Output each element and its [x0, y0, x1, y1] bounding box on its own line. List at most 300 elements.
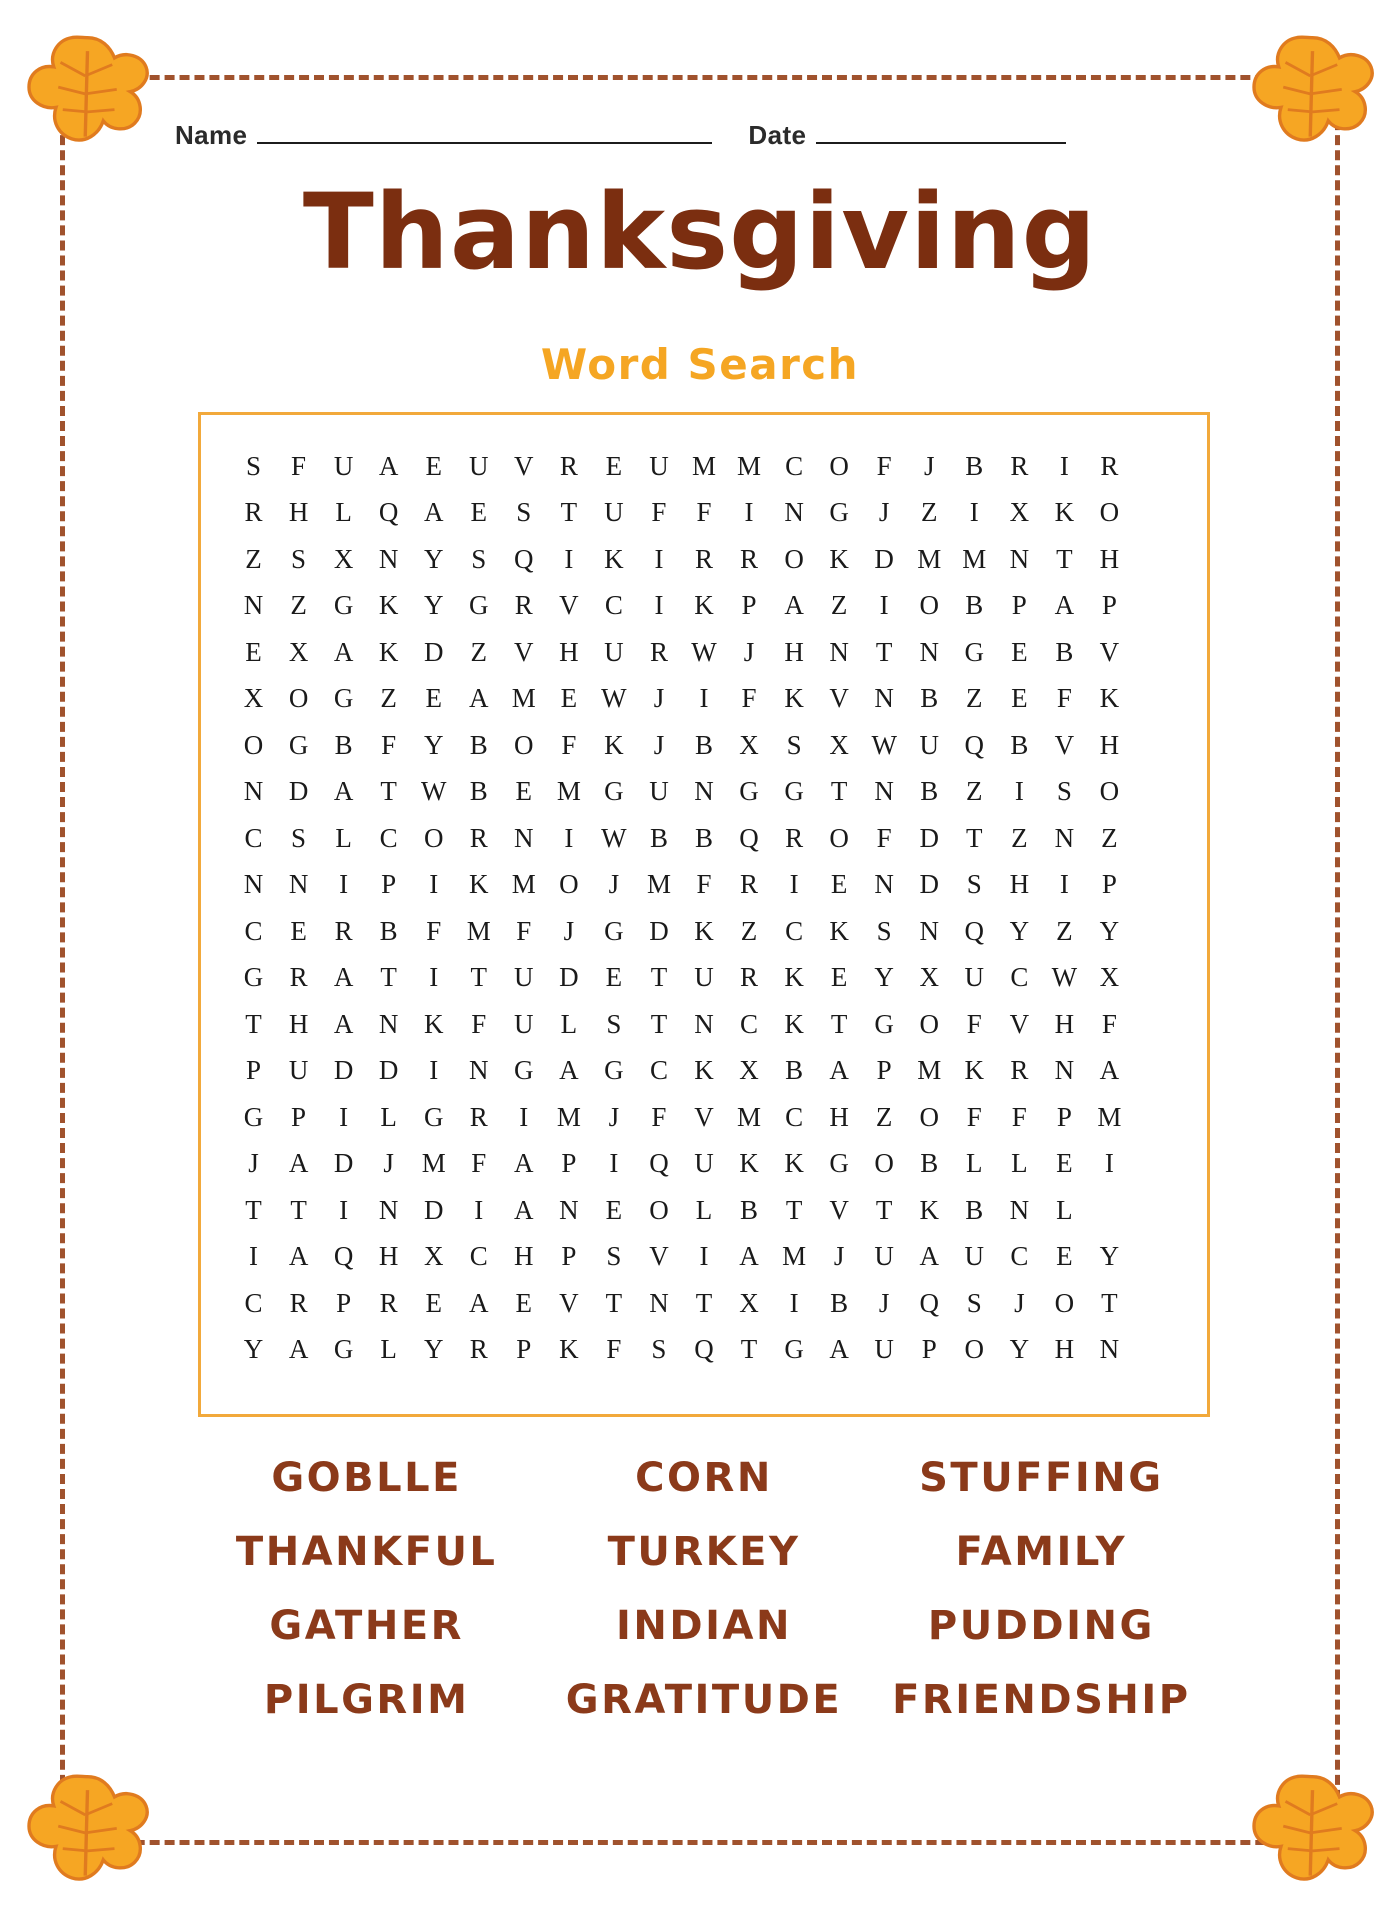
grid-letter[interactable]: F — [516, 915, 532, 946]
grid-letter[interactable]: H — [1054, 1334, 1075, 1365]
grid-letter[interactable]: R — [649, 636, 668, 667]
grid-letter[interactable]: O — [649, 1194, 669, 1225]
grid-letter[interactable]: O — [964, 1334, 985, 1365]
grid-letter[interactable]: V — [829, 1194, 849, 1225]
grid-letter[interactable]: T — [830, 776, 848, 807]
grid-letter[interactable]: X — [423, 1241, 444, 1272]
grid-letter[interactable]: Z — [1101, 822, 1118, 853]
grid-letter[interactable]: I — [474, 1194, 484, 1225]
grid-letter[interactable]: A — [288, 1334, 309, 1365]
grid-letter[interactable]: K — [784, 962, 804, 993]
grid-letter[interactable]: U — [874, 1334, 894, 1365]
grid-letter[interactable]: X — [1099, 962, 1120, 993]
grid-letter[interactable]: M — [421, 1148, 446, 1179]
grid-letter[interactable]: E — [290, 915, 307, 946]
grid-letter[interactable]: R — [694, 543, 713, 574]
grid-letter[interactable]: M — [646, 869, 671, 900]
grid-letter[interactable]: S — [246, 450, 262, 481]
grid-letter[interactable]: N — [1099, 1334, 1120, 1365]
grid-letter[interactable]: L — [560, 1008, 578, 1039]
grid-letter[interactable]: S — [966, 1287, 982, 1318]
grid-letter[interactable]: E — [1011, 683, 1028, 714]
grid-letter[interactable]: E — [470, 497, 487, 528]
grid-letter[interactable]: C — [785, 915, 804, 946]
grid-letter[interactable]: F — [1101, 1008, 1117, 1039]
grid-letter[interactable]: V — [514, 450, 534, 481]
grid-letter[interactable]: N — [378, 543, 399, 574]
grid-letter[interactable]: R — [1010, 1055, 1029, 1086]
grid-letter[interactable]: F — [966, 1101, 982, 1132]
grid-letter[interactable]: A — [288, 1241, 309, 1272]
grid-letter[interactable]: T — [966, 822, 983, 853]
grid-letter[interactable]: V — [1099, 636, 1120, 667]
grid-letter[interactable]: L — [380, 1334, 397, 1365]
grid-letter[interactable]: V — [1009, 1008, 1030, 1039]
grid-letter[interactable]: E — [605, 450, 623, 481]
grid-letter[interactable]: V — [514, 636, 534, 667]
grid-letter[interactable]: P — [1101, 590, 1117, 621]
grid-letter[interactable]: C — [379, 822, 398, 853]
date-input-line[interactable] — [816, 141, 1066, 144]
grid-letter[interactable]: S — [786, 729, 802, 760]
grid-letter[interactable]: J — [608, 869, 620, 900]
grid-letter[interactable]: T — [605, 1287, 623, 1318]
grid-letter[interactable]: I — [1059, 450, 1069, 481]
grid-letter[interactable]: O — [1054, 1287, 1075, 1318]
grid-letter[interactable]: N — [649, 1287, 669, 1318]
grid-letter[interactable]: E — [515, 1287, 533, 1318]
grid-letter[interactable]: U — [649, 450, 669, 481]
grid-letter[interactable]: F — [381, 729, 397, 760]
grid-letter[interactable]: N — [919, 636, 939, 667]
grid-letter[interactable]: Y — [1099, 915, 1120, 946]
grid-letter[interactable]: T — [740, 1334, 758, 1365]
grid-letter[interactable]: M — [737, 1101, 762, 1132]
grid-letter[interactable]: F — [606, 1334, 622, 1365]
grid-letter[interactable]: Q — [333, 1241, 354, 1272]
grid-letter[interactable]: S — [651, 1334, 667, 1365]
grid-letter[interactable]: A — [333, 776, 354, 807]
grid-letter[interactable]: U — [694, 962, 714, 993]
grid-letter[interactable]: S — [471, 543, 487, 574]
grid-letter[interactable]: U — [874, 1241, 894, 1272]
grid-letter[interactable]: J — [383, 1148, 394, 1179]
grid-letter[interactable]: Y — [1009, 1334, 1030, 1365]
name-input-line[interactable] — [257, 141, 712, 144]
grid-letter[interactable]: I — [519, 1101, 529, 1132]
grid-letter[interactable]: M — [737, 450, 762, 481]
grid-letter[interactable]: T — [1056, 543, 1073, 574]
grid-letter[interactable]: N — [1054, 822, 1075, 853]
grid-letter[interactable]: S — [966, 869, 982, 900]
grid-letter[interactable]: M — [962, 543, 987, 574]
grid-letter[interactable]: O — [919, 1008, 939, 1039]
grid-letter[interactable]: B — [965, 450, 984, 481]
grid-letter[interactable]: W — [1051, 962, 1078, 993]
grid-letter[interactable]: K — [829, 915, 849, 946]
grid-letter[interactable]: H — [559, 636, 579, 667]
grid-letter[interactable]: P — [921, 1334, 937, 1365]
grid-letter[interactable]: A — [288, 1148, 309, 1179]
grid-letter[interactable]: A — [333, 962, 354, 993]
grid-letter[interactable]: Z — [966, 776, 983, 807]
grid-letter[interactable]: P — [246, 1055, 262, 1086]
grid-letter[interactable]: T — [695, 1287, 713, 1318]
grid-letter[interactable]: U — [333, 450, 354, 481]
grid-letter[interactable]: J — [878, 1287, 890, 1318]
grid-letter[interactable]: Z — [1056, 915, 1073, 946]
grid-letter[interactable]: I — [1059, 869, 1069, 900]
grid-letter[interactable]: G — [964, 636, 985, 667]
grid-letter[interactable]: C — [1010, 1241, 1029, 1272]
grid-letter[interactable]: E — [1056, 1148, 1073, 1179]
grid-letter[interactable]: K — [694, 1055, 714, 1086]
grid-letter[interactable]: L — [380, 1101, 397, 1132]
grid-letter[interactable]: G — [784, 1334, 804, 1365]
grid-letter[interactable]: R — [740, 962, 759, 993]
grid-letter[interactable]: C — [604, 590, 623, 621]
grid-letter[interactable]: A — [559, 1055, 579, 1086]
grid-letter[interactable]: E — [425, 1287, 442, 1318]
grid-letter[interactable]: M — [556, 776, 581, 807]
grid-letter[interactable]: J — [248, 1148, 259, 1179]
grid-letter[interactable]: R — [785, 822, 804, 853]
letter-grid[interactable] — [231, 443, 1177, 1373]
grid-letter[interactable]: Z — [740, 915, 758, 946]
grid-letter[interactable]: X — [919, 962, 939, 993]
grid-letter[interactable]: G — [423, 1101, 444, 1132]
grid-letter[interactable]: L — [966, 1148, 983, 1179]
grid-letter[interactable]: K — [604, 729, 624, 760]
grid-letter[interactable]: G — [333, 590, 354, 621]
grid-letter[interactable]: P — [561, 1241, 577, 1272]
grid-letter[interactable]: K — [919, 1194, 939, 1225]
grid-letter[interactable]: L — [1056, 1194, 1073, 1225]
grid-letter[interactable]: H — [1009, 869, 1030, 900]
grid-letter[interactable]: C — [785, 1101, 804, 1132]
grid-letter[interactable]: B — [469, 776, 488, 807]
grid-letter[interactable]: R — [334, 915, 353, 946]
grid-letter[interactable]: G — [604, 776, 624, 807]
grid-letter[interactable]: I — [699, 683, 709, 714]
grid-letter[interactable]: S — [291, 822, 307, 853]
grid-letter[interactable]: P — [876, 1055, 892, 1086]
grid-letter[interactable]: Z — [966, 683, 983, 714]
grid-letter[interactable]: Z — [290, 590, 307, 621]
grid-letter[interactable]: M — [556, 1101, 581, 1132]
grid-letter[interactable]: Z — [1011, 822, 1028, 853]
grid-letter[interactable]: Y — [243, 1334, 264, 1365]
grid-letter[interactable]: R — [469, 822, 488, 853]
grid-letter[interactable]: I — [789, 869, 799, 900]
grid-letter[interactable]: Q — [739, 822, 759, 853]
grid-letter[interactable]: A — [333, 636, 354, 667]
grid-letter[interactable]: S — [291, 543, 307, 574]
grid-letter[interactable]: F — [471, 1008, 487, 1039]
grid-letter[interactable]: Y — [423, 729, 444, 760]
grid-letter[interactable]: X — [1009, 497, 1030, 528]
grid-letter[interactable]: V — [694, 1101, 714, 1132]
grid-letter[interactable]: V — [1054, 729, 1075, 760]
grid-letter[interactable]: F — [291, 450, 307, 481]
grid-letter[interactable]: N — [1009, 1194, 1030, 1225]
grid-letter[interactable]: Q — [514, 543, 534, 574]
grid-letter[interactable]: D — [559, 962, 579, 993]
grid-letter[interactable]: I — [969, 497, 979, 528]
grid-letter[interactable]: G — [243, 962, 264, 993]
grid-letter[interactable]: N — [919, 915, 939, 946]
grid-letter[interactable]: D — [288, 776, 309, 807]
grid-letter[interactable]: E — [830, 869, 848, 900]
grid-letter[interactable]: O — [559, 869, 579, 900]
grid-letter[interactable]: G — [604, 1055, 624, 1086]
grid-letter[interactable]: V — [559, 590, 579, 621]
grid-letter[interactable]: A — [469, 1287, 489, 1318]
grid-letter[interactable]: A — [919, 1241, 939, 1272]
grid-letter[interactable]: C — [244, 915, 263, 946]
grid-letter[interactable]: P — [1011, 590, 1027, 621]
grid-letter[interactable]: F — [1011, 1101, 1027, 1132]
grid-letter[interactable]: P — [291, 1101, 307, 1132]
grid-letter[interactable]: R — [379, 1287, 398, 1318]
grid-letter[interactable]: C — [244, 822, 263, 853]
grid-letter[interactable]: N — [243, 590, 264, 621]
grid-letter[interactable]: I — [654, 543, 664, 574]
grid-letter[interactable]: X — [739, 729, 759, 760]
grid-letter[interactable]: A — [423, 497, 444, 528]
grid-letter[interactable]: Q — [964, 729, 985, 760]
grid-letter[interactable]: B — [920, 776, 939, 807]
grid-letter[interactable]: B — [1055, 636, 1074, 667]
grid-letter[interactable]: N — [874, 683, 894, 714]
grid-letter[interactable]: T — [1101, 1287, 1118, 1318]
grid-letter[interactable]: M — [691, 450, 716, 481]
grid-letter[interactable]: A — [829, 1334, 849, 1365]
grid-letter[interactable]: M — [466, 915, 491, 946]
grid-letter[interactable]: T — [245, 1008, 262, 1039]
grid-letter[interactable]: J — [743, 636, 755, 667]
grid-letter[interactable]: R — [289, 962, 308, 993]
grid-letter[interactable]: F — [876, 450, 892, 481]
grid-letter[interactable]: M — [782, 1241, 807, 1272]
grid-letter[interactable]: I — [879, 590, 889, 621]
grid-letter[interactable]: D — [649, 915, 669, 946]
grid-letter[interactable]: F — [876, 822, 892, 853]
grid-letter[interactable]: T — [290, 1194, 307, 1225]
grid-letter[interactable]: R — [469, 1101, 488, 1132]
grid-letter[interactable]: N — [829, 636, 849, 667]
grid-letter[interactable]: F — [696, 497, 712, 528]
grid-letter[interactable]: G — [514, 1055, 534, 1086]
grid-letter[interactable]: W — [420, 776, 447, 807]
grid-letter[interactable]: N — [694, 1008, 714, 1039]
grid-letter[interactable]: B — [694, 729, 713, 760]
grid-letter[interactable]: K — [469, 869, 489, 900]
grid-letter[interactable]: X — [333, 543, 354, 574]
grid-letter[interactable]: O — [919, 1101, 939, 1132]
grid-letter[interactable]: N — [514, 822, 534, 853]
grid-letter[interactable]: V — [649, 1241, 669, 1272]
grid-letter[interactable]: Q — [964, 915, 985, 946]
grid-letter[interactable]: I — [1104, 1148, 1114, 1179]
grid-letter[interactable]: N — [874, 869, 894, 900]
grid-letter[interactable]: F — [561, 729, 577, 760]
grid-letter[interactable]: I — [249, 1241, 259, 1272]
grid-letter[interactable]: N — [694, 776, 714, 807]
grid-letter[interactable]: A — [469, 683, 489, 714]
grid-letter[interactable]: A — [514, 1148, 534, 1179]
grid-letter[interactable]: J — [878, 497, 890, 528]
grid-letter[interactable]: B — [649, 822, 668, 853]
grid-letter[interactable]: K — [604, 543, 624, 574]
grid-letter[interactable]: R — [289, 1287, 308, 1318]
grid-letter[interactable]: N — [243, 869, 264, 900]
grid-letter[interactable]: U — [514, 1008, 534, 1039]
grid-letter[interactable]: G — [739, 776, 759, 807]
grid-letter[interactable]: J — [608, 1101, 620, 1132]
grid-letter[interactable]: M — [1097, 1101, 1122, 1132]
grid-letter[interactable]: G — [829, 1148, 849, 1179]
grid-letter[interactable]: B — [965, 590, 984, 621]
grid-letter[interactable]: I — [339, 1101, 349, 1132]
grid-letter[interactable]: D — [378, 1055, 399, 1086]
grid-letter[interactable]: B — [785, 1055, 804, 1086]
grid-letter[interactable]: B — [920, 1148, 939, 1179]
grid-letter[interactable]: R — [559, 450, 578, 481]
grid-letter[interactable]: J — [653, 683, 665, 714]
grid-letter[interactable]: D — [919, 869, 939, 900]
grid-letter[interactable]: O — [1099, 497, 1120, 528]
grid-letter[interactable]: U — [649, 776, 669, 807]
grid-letter[interactable]: X — [739, 1287, 759, 1318]
grid-letter[interactable]: K — [378, 590, 399, 621]
grid-letter[interactable]: D — [423, 636, 444, 667]
grid-letter[interactable]: X — [739, 1055, 759, 1086]
grid-letter[interactable]: G — [243, 1101, 264, 1132]
grid-letter[interactable]: H — [1099, 543, 1120, 574]
grid-letter[interactable]: D — [874, 543, 894, 574]
grid-letter[interactable]: G — [469, 590, 489, 621]
grid-letter[interactable]: U — [288, 1055, 309, 1086]
grid-letter[interactable]: I — [429, 962, 439, 993]
grid-letter[interactable]: G — [604, 915, 624, 946]
grid-letter[interactable]: N — [559, 1194, 579, 1225]
grid-letter[interactable]: E — [245, 636, 262, 667]
grid-letter[interactable]: B — [379, 915, 398, 946]
grid-letter[interactable]: C — [1010, 962, 1029, 993]
grid-letter[interactable]: Z — [920, 497, 938, 528]
grid-letter[interactable]: K — [423, 1008, 444, 1039]
grid-letter[interactable]: P — [381, 869, 397, 900]
grid-letter[interactable]: I — [744, 497, 754, 528]
grid-letter[interactable]: T — [245, 1194, 262, 1225]
grid-letter[interactable]: J — [923, 450, 935, 481]
grid-letter[interactable]: K — [378, 636, 399, 667]
grid-letter[interactable]: M — [511, 869, 536, 900]
grid-letter[interactable]: D — [919, 822, 939, 853]
grid-letter[interactable]: Q — [919, 1287, 939, 1318]
grid-letter[interactable]: J — [1014, 1287, 1025, 1318]
grid-letter[interactable]: G — [333, 683, 354, 714]
grid-letter[interactable]: P — [561, 1148, 577, 1179]
grid-letter[interactable]: G — [874, 1008, 894, 1039]
grid-letter[interactable]: K — [1054, 497, 1075, 528]
grid-letter[interactable]: F — [471, 1148, 487, 1179]
grid-letter[interactable]: K — [694, 590, 714, 621]
grid-letter[interactable]: T — [875, 636, 893, 667]
grid-letter[interactable]: K — [784, 683, 804, 714]
grid-letter[interactable]: U — [604, 636, 624, 667]
grid-letter[interactable]: A — [829, 1055, 849, 1086]
grid-letter[interactable]: D — [423, 1194, 444, 1225]
grid-letter[interactable]: I — [564, 822, 574, 853]
grid-letter[interactable]: N — [784, 497, 804, 528]
grid-letter[interactable]: T — [380, 776, 397, 807]
grid-letter[interactable]: K — [829, 543, 849, 574]
grid-letter[interactable]: K — [964, 1055, 985, 1086]
grid-letter[interactable]: T — [470, 962, 487, 993]
grid-letter[interactable]: F — [651, 1101, 667, 1132]
grid-letter[interactable]: Y — [423, 1334, 444, 1365]
grid-letter[interactable]: J — [653, 729, 665, 760]
grid-letter[interactable]: A — [333, 1008, 354, 1039]
grid-letter[interactable]: K — [559, 1334, 579, 1365]
grid-letter[interactable]: E — [1011, 636, 1028, 667]
grid-letter[interactable]: L — [335, 822, 352, 853]
grid-letter[interactable]: I — [699, 1241, 709, 1272]
grid-letter[interactable]: H — [829, 1101, 849, 1132]
grid-letter[interactable]: X — [829, 729, 849, 760]
grid-letter[interactable]: N — [1009, 543, 1030, 574]
grid-letter[interactable]: O — [829, 450, 849, 481]
grid-letter[interactable]: C — [785, 450, 804, 481]
grid-letter[interactable]: U — [694, 1148, 714, 1179]
grid-letter[interactable]: A — [1054, 590, 1075, 621]
grid-letter[interactable]: S — [516, 497, 532, 528]
grid-letter[interactable]: E — [1056, 1241, 1073, 1272]
grid-letter[interactable]: H — [784, 636, 804, 667]
grid-letter[interactable]: G — [829, 497, 849, 528]
grid-letter[interactable]: N — [378, 1194, 399, 1225]
grid-letter[interactable]: I — [609, 1148, 619, 1179]
grid-letter[interactable]: E — [605, 962, 623, 993]
grid-letter[interactable]: L — [695, 1194, 713, 1225]
grid-letter[interactable]: O — [829, 822, 849, 853]
grid-letter[interactable]: L — [1011, 1148, 1028, 1179]
grid-letter[interactable]: P — [1056, 1101, 1072, 1132]
grid-letter[interactable]: T — [650, 962, 668, 993]
grid-letter[interactable]: R — [740, 543, 759, 574]
grid-letter[interactable]: S — [606, 1008, 622, 1039]
grid-letter[interactable]: E — [515, 776, 533, 807]
grid-letter[interactable]: U — [604, 497, 624, 528]
grid-letter[interactable]: R — [740, 869, 759, 900]
grid-letter[interactable]: B — [920, 683, 939, 714]
grid-letter[interactable]: U — [469, 450, 489, 481]
grid-letter[interactable]: F — [741, 683, 757, 714]
grid-letter[interactable]: Z — [380, 683, 397, 714]
grid-letter[interactable]: X — [288, 636, 309, 667]
grid-letter[interactable]: Q — [378, 497, 399, 528]
grid-letter[interactable]: Z — [470, 636, 487, 667]
grid-letter[interactable]: E — [425, 683, 442, 714]
grid-letter[interactable]: V — [829, 683, 849, 714]
grid-letter[interactable]: H — [288, 497, 309, 528]
grid-letter[interactable]: G — [288, 729, 309, 760]
grid-letter[interactable]: I — [789, 1287, 799, 1318]
grid-letter[interactable]: C — [649, 1055, 668, 1086]
grid-letter[interactable]: T — [785, 1194, 803, 1225]
